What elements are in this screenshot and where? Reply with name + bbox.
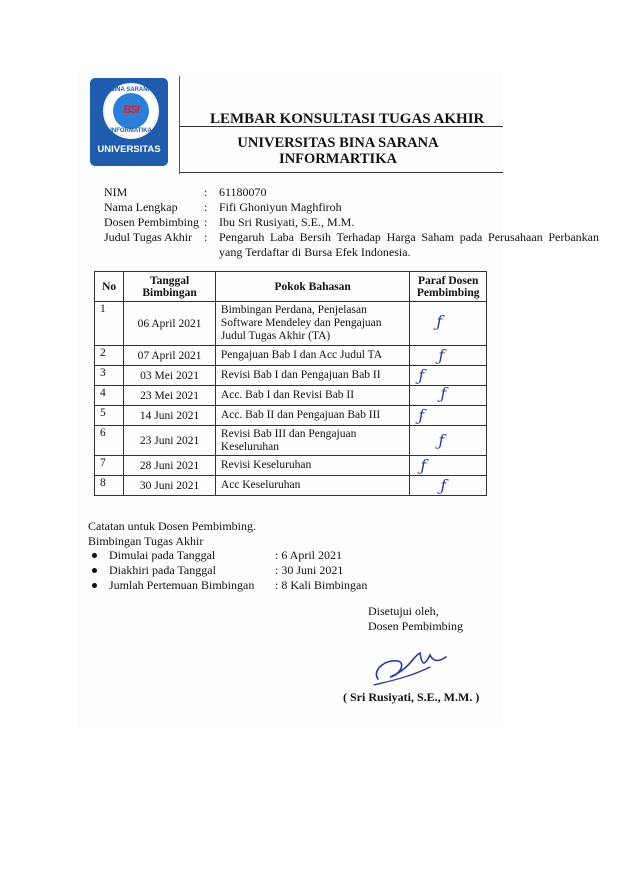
advisor-value: Ibu Sri Rusiyati, S.E., M.M. [219, 215, 355, 229]
header-date-line2: Bimbingan [142, 286, 197, 299]
bullet-dot [92, 568, 97, 573]
notes-line1: Catatan untuk Dosen Pembimbing. [88, 519, 256, 533]
item-value: : 30 Juni 2021 [275, 563, 344, 577]
row-number: 7 [95, 456, 124, 476]
colon: : [204, 185, 208, 199]
row-signature [410, 426, 487, 456]
row-topic: Acc. Bab I dan Revisi Bab II [215, 386, 409, 406]
logo-mark: BSI [123, 104, 139, 116]
header-signature-line2: Pembimbing [416, 286, 480, 299]
header-no: No [95, 272, 124, 302]
row-topic: Revisi Keseluruhan [215, 456, 409, 476]
header-date [124, 272, 216, 302]
header-date-line1: Tanggal [149, 274, 190, 287]
row-signature [410, 386, 487, 406]
document-title: LEMBAR KONSULTASI TUGAS AKHIR [210, 111, 485, 127]
row-signature [410, 346, 487, 366]
name-value: Fifi Ghoniyun Maghfiroh [219, 200, 342, 214]
signer-name: ( Sri Rusiyati, S.E., M.M. ) [343, 690, 480, 704]
item-label: Diakhiri pada Tanggal [109, 563, 216, 577]
nim-label: NIM [104, 185, 128, 199]
row-topic: Pengajuan Bab I dan Acc Judul TA [215, 346, 409, 366]
table-row [95, 346, 487, 366]
row-date: 30 Juni 2021 [124, 476, 216, 496]
logo-inner-circle [113, 93, 149, 129]
colon: : [204, 230, 208, 244]
item-value: : 6 April 2021 [275, 548, 343, 562]
approval-line2: Dosen Pembimbing [368, 619, 463, 633]
item-label: Dimulai pada Tanggal [109, 548, 216, 562]
table-row [95, 386, 487, 406]
row-signature [410, 476, 487, 496]
item-label: Jumlah Pertemuan Bimbingan [109, 578, 255, 592]
item-value: : 8 Kali Bimbingan [275, 578, 368, 592]
paraf-mark: ƒ [440, 476, 447, 495]
row-date: 07 April 2021 [124, 346, 216, 366]
approval-line1: Disetujui oleh, [368, 604, 439, 618]
notes-line2: Bimbingan Tugas Akhir [88, 534, 204, 548]
row-number: 5 [95, 406, 124, 426]
paraf-mark: ƒ [438, 431, 445, 450]
row-signature [410, 406, 487, 426]
row-date: 28 Juni 2021 [124, 456, 216, 476]
header-signature [410, 272, 487, 302]
table-row [95, 302, 487, 346]
row-number: 1 [95, 302, 124, 346]
table-row [95, 456, 487, 476]
row-signature [410, 302, 487, 346]
university-name [180, 135, 496, 167]
row-number: 6 [95, 426, 124, 456]
handwritten-signature [370, 645, 450, 687]
paraf-mark: ƒ [438, 346, 445, 365]
paraf-mark: ƒ [440, 384, 447, 403]
row-date: 23 Juni 2021 [124, 426, 216, 456]
header-topic: Pokok Bahasan [215, 272, 409, 302]
paraf-mark: ƒ [420, 456, 427, 475]
row-date: 06 April 2021 [124, 302, 216, 346]
thesis-label: Judul Tugas Akhir [104, 230, 193, 244]
colon: : [204, 215, 208, 229]
name-label: Nama Lengkap [104, 200, 178, 214]
row-topic: Revisi Bab III dan Pengajuan Keseluruhan [215, 426, 409, 456]
row-topic: Acc. Bab II dan Pengajuan Bab III [215, 406, 409, 426]
approval-block [368, 604, 463, 634]
row-date: 03 Mei 2021 [124, 366, 216, 386]
university-logo [90, 78, 168, 166]
nim-value: 61180070 [219, 185, 267, 199]
row-number: 8 [95, 476, 124, 496]
row-signature [410, 456, 487, 476]
logo-emblem [103, 83, 159, 139]
paraf-mark: ƒ [436, 312, 443, 331]
table-header-row [95, 272, 487, 302]
bullet-dot [92, 583, 97, 588]
table-row [95, 476, 487, 496]
row-topic: Revisi Bab I dan Pengajuan Bab II [215, 366, 409, 386]
row-date: 14 Juni 2021 [124, 406, 216, 426]
row-number: 2 [95, 346, 124, 366]
paraf-mark: ƒ [418, 406, 425, 425]
paraf-mark: ƒ [418, 366, 425, 385]
table-row [95, 366, 487, 386]
table-row [95, 406, 487, 426]
logo-ring-bottom: INFORMATIKA [110, 128, 152, 134]
bullet-dot [92, 553, 97, 558]
logo-label: UNIVERSITAS [97, 144, 161, 155]
header-signature-line1: Paraf Dosen [418, 274, 479, 287]
row-date: 23 Mei 2021 [124, 386, 216, 406]
row-number: 4 [95, 386, 124, 406]
consultation-table [94, 271, 487, 496]
row-number: 3 [95, 366, 124, 386]
header-divider-bottom [180, 172, 503, 173]
table-row [95, 426, 487, 456]
advisor-label: Dosen Pembimbing [104, 215, 199, 229]
row-topic: Bimbingan Perdana, Penjelasan Software Mendeley dan Pengajuan Judul Tugas Akhir (TA) [215, 302, 409, 346]
row-topic: Acc Keseluruhan [215, 476, 409, 496]
logo-ring-top: BINA SARANA [110, 87, 152, 93]
university-name-line1: UNIVERSITAS BINA SARANA [237, 135, 439, 151]
notes-block [88, 519, 256, 549]
colon: : [204, 200, 208, 214]
thesis-value: Pengaruh Laba Bersih Terhadap Harga Saham pada Perusahaan Perbankan yang Terdaftar di Bursa Efek Indonesia. [219, 230, 599, 259]
university-name-line2: INFORMARTIKA [279, 151, 397, 167]
row-signature [410, 366, 487, 386]
